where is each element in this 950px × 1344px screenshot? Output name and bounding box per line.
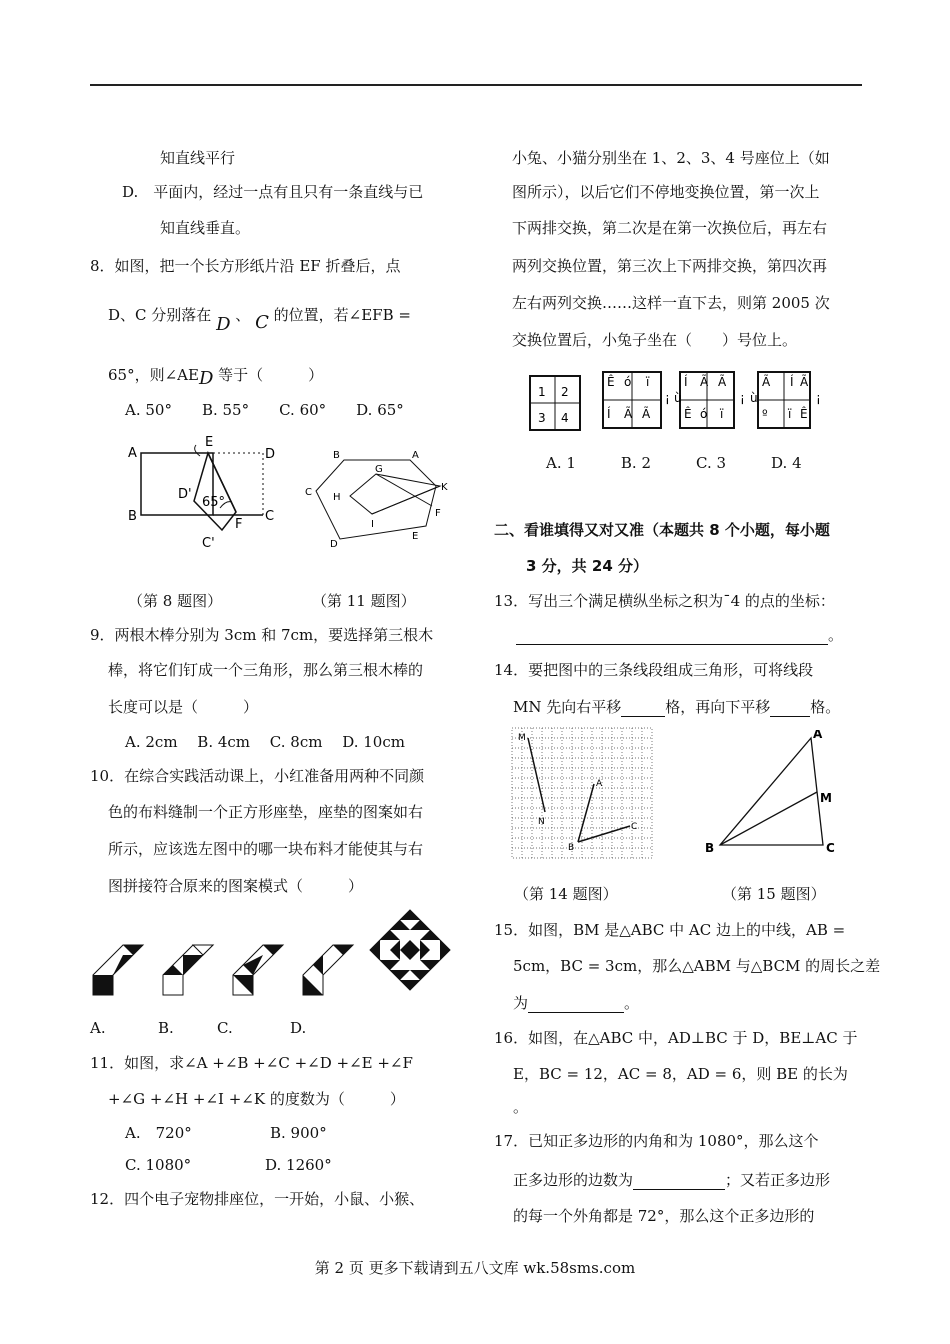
svg-text:ù: ù bbox=[674, 391, 682, 405]
fig14-segment-mn bbox=[528, 738, 545, 812]
fig11-label-d: D bbox=[330, 539, 338, 550]
fig15-label-m: M bbox=[820, 791, 832, 805]
q10-label-c: C. bbox=[217, 1019, 233, 1037]
q12-line5: 两列交换位置，第三次上下两排交换，第四次再 bbox=[512, 257, 828, 275]
seat-grid-2 bbox=[603, 372, 670, 428]
fig11-label-g: G bbox=[375, 464, 383, 475]
svg-text:¡: ¡ bbox=[740, 391, 745, 405]
fig14-label-m: M bbox=[518, 733, 526, 743]
q15-line2: 5cm，BC = 3cm，那么△ABM 与△BCM 的周长之差 bbox=[513, 957, 881, 975]
q13-blank bbox=[516, 629, 828, 645]
fabric-piece-b bbox=[163, 945, 213, 995]
fig11-label-e: E bbox=[412, 531, 419, 542]
svg-text:ï: ï bbox=[788, 407, 792, 421]
q7-continuation: 知直线平行 bbox=[160, 149, 236, 167]
caption-fig11: （第 11 题图） bbox=[312, 592, 416, 610]
figure-15 bbox=[700, 730, 850, 860]
fig14-label-a: A bbox=[596, 779, 603, 789]
caption-fig15: （第 15 题图） bbox=[722, 885, 826, 903]
fig8-label-b: B bbox=[128, 509, 137, 524]
fig15-label-a: A bbox=[813, 730, 823, 741]
q14-line2: MN 先向右平移 格，再向下平移 格。 bbox=[513, 698, 841, 716]
section2-heading-line1: 二、看谁填得又对又准（本题共 8 个小题，每小题 bbox=[494, 521, 830, 539]
q12-line1: 12．四个电子宠物排座位，一开始，小鼠、小猴、 bbox=[90, 1190, 425, 1208]
fig15-median-bm bbox=[720, 792, 817, 845]
svg-text:Í: Í bbox=[607, 407, 611, 421]
q7-option-d-line2: 知直线垂直。 bbox=[160, 219, 251, 237]
q12-line3: 图所示），以后它们不停地变换位置，第一次上 bbox=[512, 183, 820, 201]
d-prime-glyph: D bbox=[216, 314, 231, 335]
fig8-label-a: A bbox=[128, 446, 137, 461]
q14-blank-down bbox=[770, 701, 810, 717]
svg-text:ó: ó bbox=[700, 407, 708, 421]
q10-line4: 图拼接符合原来的图案模式（ ） bbox=[108, 877, 364, 895]
q11-option-c: C. 1080° bbox=[125, 1156, 192, 1174]
q16-line2: E，BC = 12，AC = 8，AD = 6，则 BE 的长为 bbox=[513, 1065, 848, 1083]
figure-14 bbox=[510, 726, 656, 860]
q12-seat-grids bbox=[528, 370, 858, 432]
q9-line1: 9．两根木棒分别为 3cm 和 7cm，要选择第三根木 bbox=[90, 626, 434, 644]
q12-line4: 下两排交换，第二次是在第一次换位后，再左右 bbox=[512, 219, 828, 237]
fabric-piece-c bbox=[233, 945, 283, 995]
q12-line6: 左右两列交换……这样一直下去，则第 2005 次 bbox=[512, 294, 830, 312]
fig14-label-b: B bbox=[568, 843, 575, 853]
q11-line1: 11．如图，求∠A +∠B +∠C +∠D +∠E +∠F bbox=[90, 1054, 413, 1072]
svg-text:Ã: Ã bbox=[762, 375, 771, 389]
page-footer: 第 2 页 更多下载请到五八文库 wk.58sms.com bbox=[314, 1259, 636, 1277]
fig8-label-d: D bbox=[265, 447, 276, 462]
fig11-label-i: I bbox=[371, 519, 374, 530]
svg-text:Ã: Ã bbox=[700, 375, 709, 389]
fig15-label-b: B bbox=[705, 841, 715, 855]
fig8-folded-piece bbox=[194, 453, 236, 530]
seat-grid-3 bbox=[674, 372, 745, 428]
q10-label-b: B. bbox=[158, 1019, 174, 1037]
q10-fabric-pieces bbox=[90, 905, 460, 1005]
svg-text:Ê: Ê bbox=[607, 375, 615, 389]
fig11-label-a: A bbox=[412, 450, 419, 461]
svg-text:ï: ï bbox=[720, 407, 724, 421]
svg-text:Ê: Ê bbox=[800, 407, 808, 421]
q16-line3: 。 bbox=[513, 1098, 529, 1116]
svg-text:Í: Í bbox=[790, 375, 794, 389]
fig15-triangle bbox=[720, 738, 823, 845]
fig14-label-c: C bbox=[631, 822, 638, 832]
svg-text:ù: ù bbox=[750, 391, 758, 405]
fig11-label-k: K bbox=[441, 482, 448, 493]
q13-line1: 13．写出三个满足横纵坐标之积为ˉ4 的点的坐标： bbox=[494, 592, 835, 610]
q12-line7: 交换位置后，小兔子坐在（ ）号位上。 bbox=[512, 331, 798, 349]
q16-line1: 16．如图，在△ABC 中，AD⊥BC 于 D，BE⊥AC 于 bbox=[494, 1029, 858, 1047]
fig8-label-f: F bbox=[235, 517, 243, 532]
q12-line2: 小兔、小猫分别坐在 1、2、3、4 号座位上（如 bbox=[512, 149, 830, 167]
fabric-piece-a bbox=[93, 945, 143, 995]
fig8-label-dprime: D' bbox=[178, 487, 192, 502]
svg-text:ï: ï bbox=[646, 375, 650, 389]
q15-line3: 为 。 bbox=[513, 994, 640, 1012]
q8-line3: 65°，则∠AED 等于（ ） bbox=[108, 366, 324, 389]
q9-line2: 棒，将它们钉成一个三角形，那么第三根木棒的 bbox=[108, 661, 424, 679]
svg-text:Ã: Ã bbox=[718, 375, 727, 389]
fig11-label-f: F bbox=[435, 508, 441, 519]
q8-line1: 8．如图，把一个长方形纸片沿 EF 折叠后，点 bbox=[90, 257, 401, 275]
svg-text:3: 3 bbox=[538, 411, 546, 425]
svg-text:º: º bbox=[762, 407, 768, 421]
svg-text:Ã: Ã bbox=[800, 375, 809, 389]
svg-text:Ê: Ê bbox=[684, 407, 692, 421]
fig8-label-e: E bbox=[205, 435, 214, 450]
fig11-label-c: C bbox=[305, 487, 312, 498]
fig8-angle-65: 65° bbox=[202, 495, 226, 510]
fig11-inner-quad bbox=[350, 474, 440, 514]
q17-line1: 17．已知正多边形的内角和为 1080°，那么这个 bbox=[494, 1132, 819, 1150]
q9-options: A. 2cm B. 4cm C. 8cm D. 10cm bbox=[125, 733, 405, 751]
q17-blank bbox=[633, 1174, 725, 1190]
svg-text:Ã: Ã bbox=[642, 407, 651, 421]
svg-text:4: 4 bbox=[561, 411, 569, 425]
fig8-label-c: C bbox=[265, 509, 275, 524]
seat-grid-1 bbox=[530, 376, 580, 430]
section2-heading-line2: 3 分，共 24 分） bbox=[526, 557, 648, 575]
q8-line2: D、C 分别落在 D 、 C 的位置，若∠EFB = bbox=[108, 306, 411, 335]
svg-text:¡: ¡ bbox=[665, 391, 670, 405]
fig8-angle-arc-1 bbox=[195, 445, 200, 456]
q15-blank bbox=[528, 997, 624, 1013]
fabric-piece-d bbox=[303, 945, 353, 995]
fig15-label-c: C bbox=[826, 841, 835, 855]
seat-grid-4 bbox=[750, 372, 821, 428]
svg-text:Ã: Ã bbox=[624, 407, 633, 421]
fig14-segment-ab bbox=[578, 784, 594, 842]
q11-option-b: B. 900° bbox=[270, 1124, 327, 1142]
q11-line2: +∠G +∠H +∠I +∠K 的度数为（ ） bbox=[108, 1090, 405, 1108]
fig14-label-n: N bbox=[538, 817, 545, 827]
q13-answer-line: 。 bbox=[516, 625, 843, 645]
q7-option-d-line1: D. 平面内，经过一点有且只有一条直线与已 bbox=[122, 183, 424, 201]
caption-fig14: （第 14 题图） bbox=[514, 885, 618, 903]
q9-line3: 长度可以是（ ） bbox=[108, 698, 259, 716]
svg-text:2: 2 bbox=[561, 385, 569, 399]
q11-option-d: D. 1260° bbox=[265, 1156, 332, 1174]
svg-text:¡: ¡ bbox=[816, 391, 821, 405]
q15-line1: 15．如图，BM 是△ABC 中 AC 边上的中线，AB = bbox=[494, 921, 846, 939]
svg-text:1: 1 bbox=[538, 385, 546, 399]
fig8-label-cprime: C' bbox=[202, 536, 215, 550]
q10-line3: 所示，应该选左图中的哪一块布料才能使其与右 bbox=[108, 840, 424, 858]
q12-options: A. 1 B. 2 C. 3 D. 4 bbox=[546, 454, 802, 472]
q10-line1: 10．在综合实践活动课上，小红准备用两种不同颜 bbox=[90, 767, 425, 785]
svg-text:ó: ó bbox=[624, 375, 632, 389]
q14-line1: 14．要把图中的三条线段组成三角形，可将线段 bbox=[494, 661, 814, 679]
q10-line2: 色的布料缝制一个正方形座垫，座垫的图案如右 bbox=[108, 803, 424, 821]
q10-label-a: A. bbox=[90, 1019, 106, 1037]
q14-blank-right bbox=[621, 701, 665, 717]
q11-option-a: A. 720° bbox=[125, 1124, 192, 1142]
fig11-label-b: B bbox=[333, 450, 340, 461]
figure-8 bbox=[122, 432, 292, 550]
fig11-label-h: H bbox=[333, 492, 341, 503]
q10-label-d: D. bbox=[290, 1019, 307, 1037]
q8-options: A. 50° B. 55° C. 60° D. 65° bbox=[125, 401, 404, 419]
figure-11 bbox=[300, 444, 455, 552]
q17-line2: 正多边形的边数为 ；又若正多边形 bbox=[513, 1171, 831, 1189]
cushion-pattern bbox=[370, 910, 450, 990]
q17-line3: 的每一个外角都是 72°，那么这个正多边形的 bbox=[513, 1207, 815, 1225]
svg-text:Í: Í bbox=[684, 375, 688, 389]
c-prime-glyph: C bbox=[255, 312, 269, 333]
caption-fig8: （第 8 题图） bbox=[128, 592, 223, 610]
header-rule bbox=[90, 84, 862, 86]
